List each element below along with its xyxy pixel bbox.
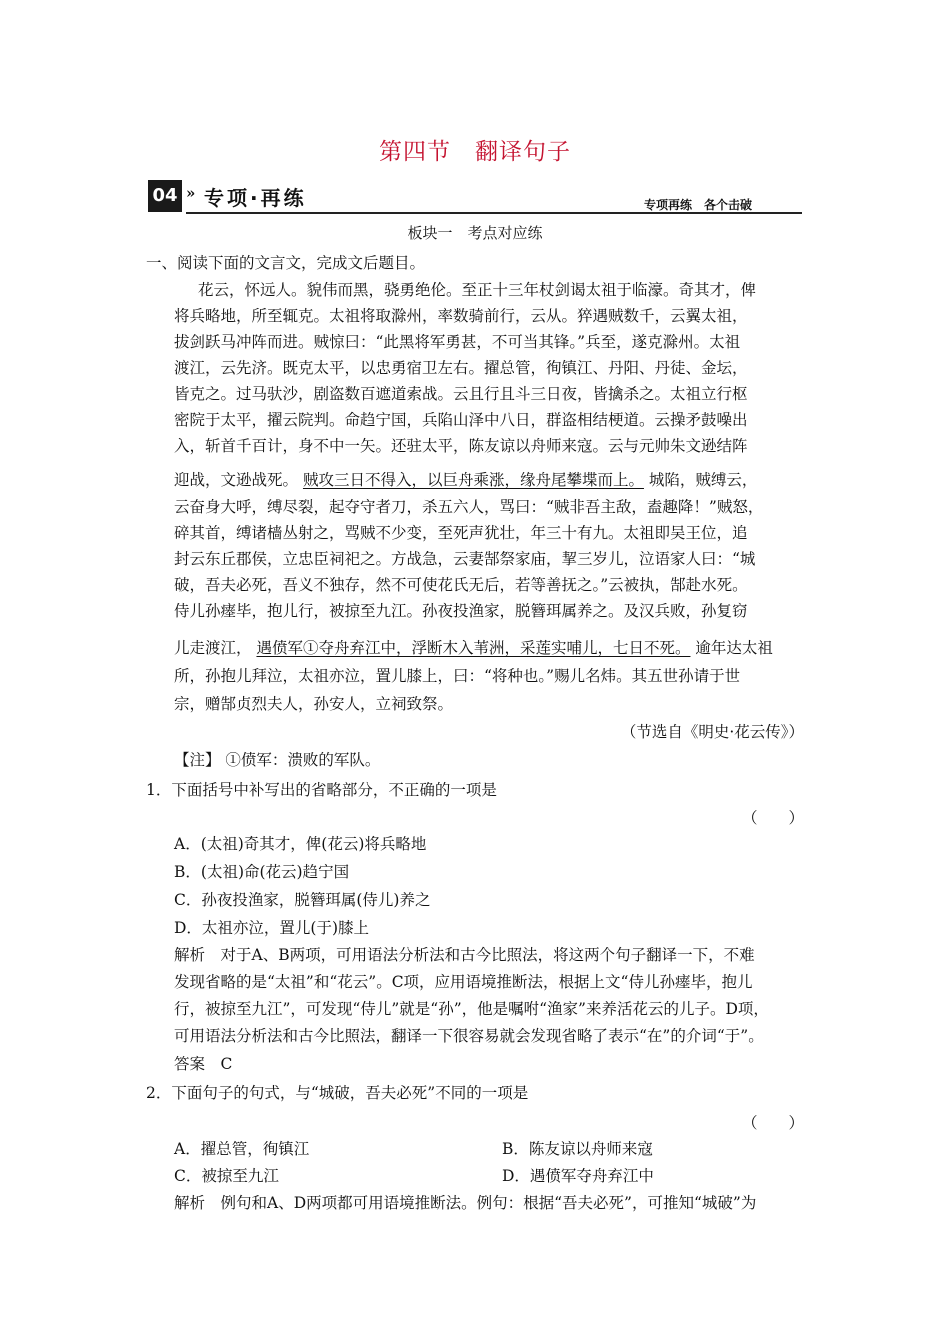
double-arrow-icon: » bbox=[186, 184, 196, 202]
passage-line: 渡江，云先济。既克太平，以忠勇宿卫左右。擢总管，徇镇江、丹阳、丹徒、金坛， bbox=[174, 359, 748, 377]
underlined-sentence: 贼攻三日不得入，以巨舟乘涨，缘舟尾攀堞而上。 bbox=[302, 471, 644, 489]
option-c: C．被掠至九江 bbox=[174, 1167, 279, 1185]
answer: 答案 C bbox=[174, 1055, 233, 1073]
passage-text: 儿走渡江， bbox=[174, 639, 252, 657]
passage-line: 侍儿孙瘗毕，抱儿行，被掠至九江。孙夜投渔家，脱簪珥属养之。及汉兵败，孙复窃 bbox=[174, 602, 748, 620]
analysis-line: 解析 对于A、B两项，可用语法分析法和古今比照法，将这两个句子翻译一下，不难 bbox=[174, 946, 755, 964]
answer-blank: （ ） bbox=[741, 1114, 804, 1132]
option-a: A．(太祖)奇其才，俾(花云)将兵略地 bbox=[174, 835, 427, 853]
passage-line: 破，吾夫必死，吾义不独存，然不可使花氏无后，若等善抚之。”云被执，郜赴水死。 bbox=[174, 576, 748, 594]
passage-line: 花云，怀远人。貌伟而黑，骁勇绝伦。至正十三年杖剑谒太祖于临濠。奇其才，俾 bbox=[198, 281, 757, 299]
passage-line: 皆克之。过马驮沙，剧盗数百遮道索战。云且行且斗三日夜，皆擒杀之。太祖立行枢 bbox=[174, 385, 748, 403]
underlined-sentence: 遇偾军①夺舟弃江中，浮断木入苇洲，采莲实哺儿，七日不死。 bbox=[256, 639, 691, 657]
option-c: C．孙夜投渔家，脱簪珥属(侍儿)养之 bbox=[174, 891, 431, 909]
analysis-line: 发现省略的是“太祖”和“花云”。C项，应用语境推断法，根据上文“侍儿孙瘗毕，抱儿 bbox=[174, 973, 753, 991]
instruction: 一、阅读下面的文言文，完成文后题目。 bbox=[146, 254, 426, 272]
banner-subtitle: 专项再练 各个击破 bbox=[643, 198, 752, 212]
answer-blank: （ ） bbox=[741, 809, 804, 827]
passage-text: 迎战，文逊战死。 bbox=[174, 471, 299, 489]
passage-line bbox=[174, 470, 757, 490]
option-d: D．太祖亦泣，置儿(于)膝上 bbox=[174, 919, 370, 937]
source-citation: （节选自《明史·花云传》） bbox=[620, 723, 804, 741]
analysis-line: 可用语法分析法和古今比照法，翻译一下很容易就会发现省略了表示“在”的介词“于”。 bbox=[174, 1027, 764, 1045]
option-b: B．(太祖)命(花云)趋宁国 bbox=[174, 863, 350, 881]
passage-line bbox=[174, 638, 773, 658]
passage-line: 将兵略地，所至辄克。太祖将取滁州，率数骑前行，云从。猝遇贼数千，云翼太祖， bbox=[174, 307, 748, 325]
section-heading: 板块一 考点对应练 bbox=[407, 224, 543, 242]
option-d: D．遇偾军夺舟弃江中 bbox=[502, 1167, 654, 1185]
passage-line: 宗，赠郜贞烈夫人，孙安人，立祠致祭。 bbox=[174, 695, 454, 713]
banner-divider bbox=[186, 212, 802, 214]
section-banner bbox=[146, 178, 802, 214]
banner-number: 04 bbox=[148, 180, 182, 212]
page-title: 第四节 翻译句子 bbox=[379, 139, 571, 165]
banner-label: 专项·再练 bbox=[204, 186, 307, 210]
analysis-line: 解析 例句和A、D两项都可用语境推断法。例句：根据“吾夫必死”，可推知“城破”为 bbox=[174, 1194, 757, 1212]
passage-line: 封云东丘郡侯，立忠臣祠祀之。方战急，云妻郜祭家庙，挈三岁儿，泣语家人曰：“城 bbox=[174, 550, 756, 568]
passage-line: 所，孙抱儿拜泣，太祖亦泣，置儿膝上，曰：“将种也。”赐儿名炜。其五世孙请于世 bbox=[174, 667, 741, 685]
analysis-line: 行，被掠至九江”，可发现“侍儿”就是“孙”，他是嘱咐“渔家”来养活花云的儿子。D项， bbox=[174, 1000, 769, 1018]
passage-text: 逾年达太祖 bbox=[695, 639, 773, 657]
option-a: A．擢总管，徇镇江 bbox=[174, 1140, 310, 1158]
question-1-stem: 1．下面括号中补写出的省略部分，不正确的一项是 bbox=[146, 781, 497, 799]
passage-line: 入，斩首千百计，身不中一矢。还驻太平，陈友谅以舟师来寇。云与元帅朱文逊结阵 bbox=[174, 437, 748, 455]
option-b: B．陈友谅以舟师来寇 bbox=[502, 1140, 653, 1158]
passage-line: 云奋身大呼，缚尽裂，起夺守者刀，杀五六人，骂曰：“贼非吾主敌，盍趣降！”贼怒， bbox=[174, 498, 764, 516]
passage-text: 城陷，贼缚云， bbox=[648, 471, 758, 489]
passage-line: 拔剑跃马冲阵而进。贼惊曰：“此黑将军勇甚，不可当其锋。”兵至，遂克滁州。太祖 bbox=[174, 333, 741, 351]
passage-line: 密院于太平，擢云院判。命趋宁国，兵陷山泽中八日，群盗相结梗道。云操矛鼓噪出 bbox=[174, 411, 748, 429]
passage-line: 碎其首，缚诸樯丛射之，骂贼不少变，至死声犹壮，年三十有九。太祖即吴王位，追 bbox=[174, 524, 748, 542]
question-2-stem: 2．下面句子的句式，与“城破，吾夫必死”不同的一项是 bbox=[146, 1084, 529, 1102]
footnote: 【注】 ①偾军：溃败的军队。 bbox=[174, 751, 381, 769]
